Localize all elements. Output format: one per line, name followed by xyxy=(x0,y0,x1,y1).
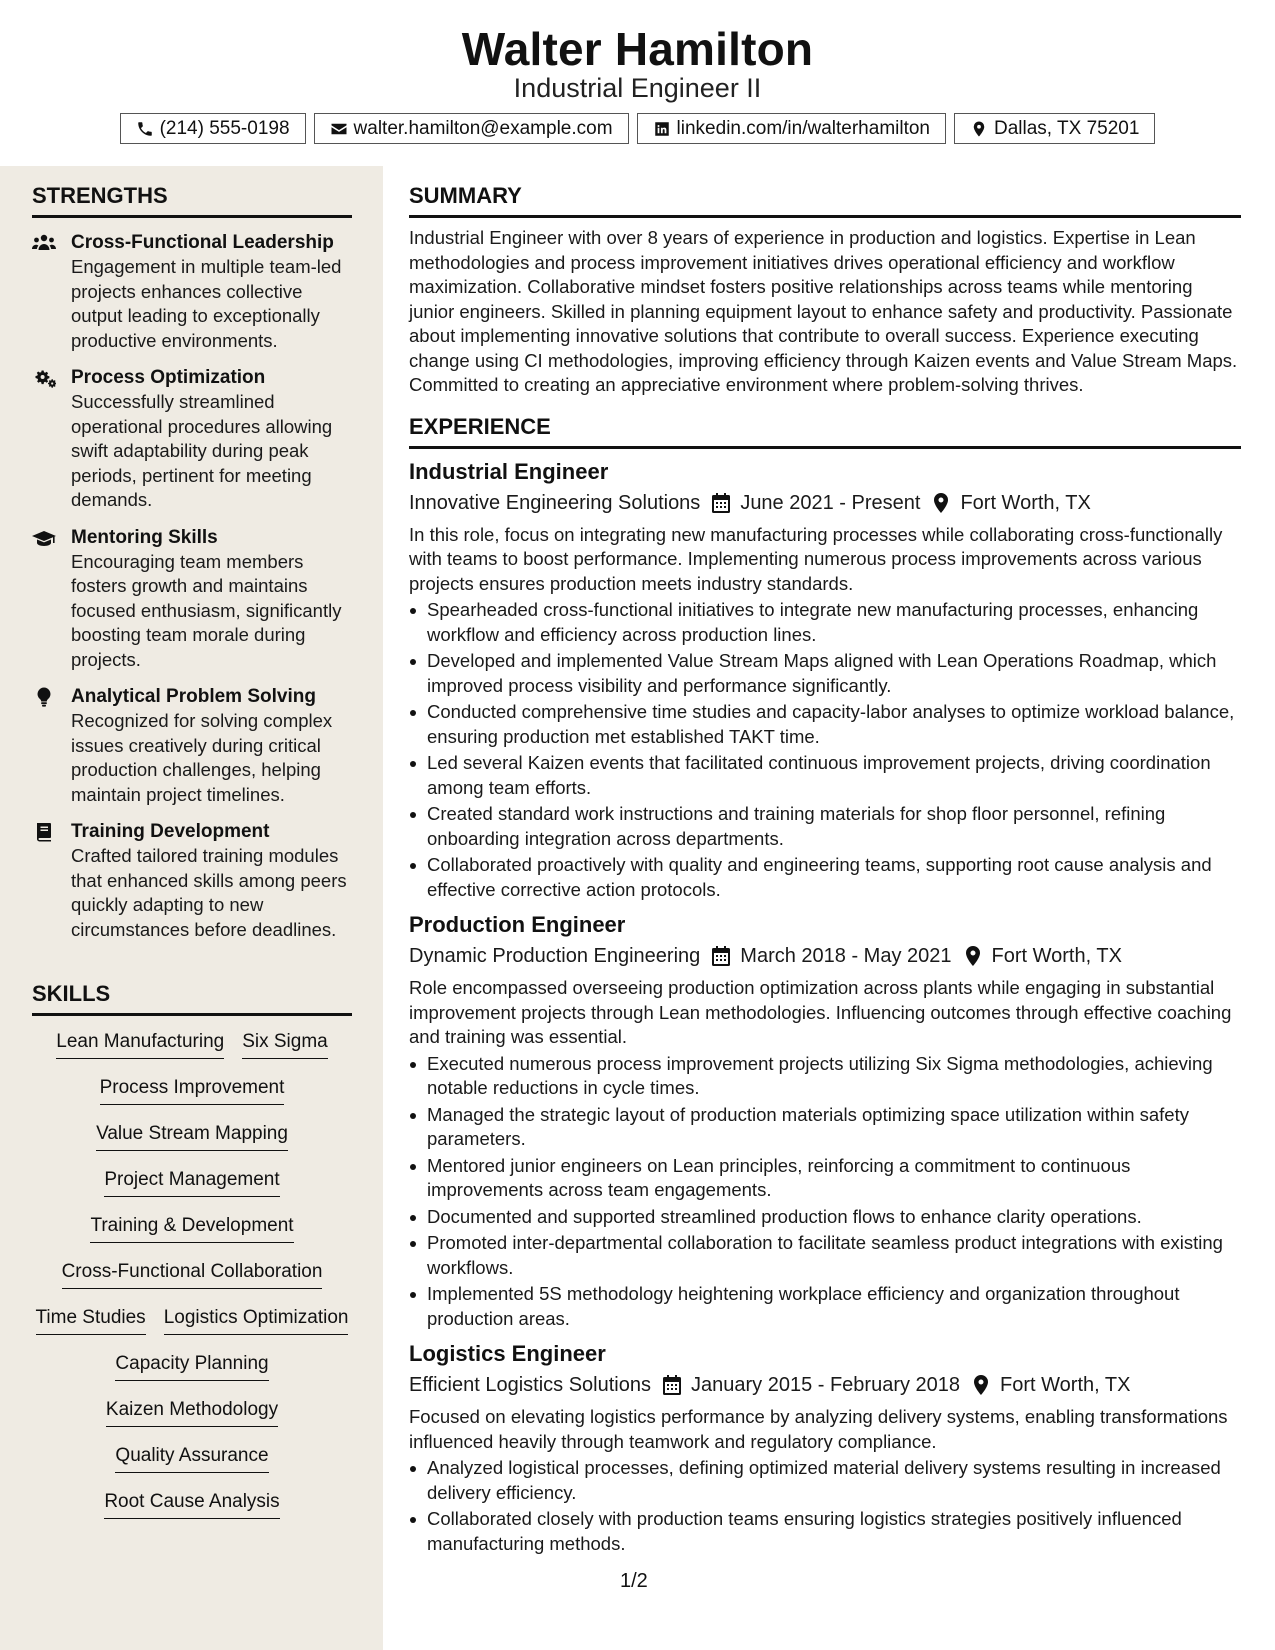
job-bullets xyxy=(409,1456,1241,1556)
book-icon xyxy=(32,822,56,842)
job-location: Fort Worth, TX xyxy=(1000,1374,1131,1396)
strength-title: Process Optimization xyxy=(71,367,266,388)
candidate-role: Industrial Engineer II xyxy=(513,73,762,103)
map-pin-icon xyxy=(964,946,982,966)
job-entry xyxy=(409,457,1241,903)
sidebar xyxy=(0,166,383,1650)
strength-title: Analytical Problem Solving xyxy=(71,686,316,707)
strength-title: Cross-Functional Leadership xyxy=(71,232,334,253)
linkedin-text: linkedin.com/in/walterhamilton xyxy=(676,117,930,139)
calendar-icon xyxy=(712,493,730,513)
candidate-name: Walter Hamilton xyxy=(461,23,814,75)
strength-description: Recognized for solving complex issues creatively during critical production challenges, helping maintain project timelines. xyxy=(71,710,333,805)
email-text: walter.hamilton@example.com xyxy=(353,117,613,139)
skills-section xyxy=(32,981,352,1536)
job-company: Innovative Engineering Solutions xyxy=(409,491,701,514)
strength-item xyxy=(32,526,352,673)
skill-tag: Quality Assurance xyxy=(115,1444,268,1473)
strength-description: Crafted tailored training modules that enhanced skills among peers quickly adapting to new circumstances before deadlines. xyxy=(71,845,347,940)
users-icon xyxy=(32,233,56,253)
job-company: Dynamic Production Engineering xyxy=(409,945,701,967)
skill-tag: Capacity Planning xyxy=(115,1352,268,1381)
summary-heading: SUMMARY xyxy=(409,183,1241,218)
job-entry xyxy=(409,910,1241,1331)
skill-tag: Lean Manufacturing xyxy=(56,1030,224,1059)
strengths-section xyxy=(32,183,352,942)
job-bullets xyxy=(409,598,1241,902)
contact-phone[interactable] xyxy=(120,113,306,144)
job-location: Fort Worth, TX xyxy=(960,491,1091,514)
job-entry xyxy=(409,1339,1241,1556)
skills-heading: SKILLS xyxy=(32,981,352,1016)
job-meta xyxy=(409,1370,1241,1400)
graduation-cap-icon xyxy=(32,528,56,548)
strength-description: Engagement in multiple team-led projects enhances collective output leading to exceptionally productive environments. xyxy=(71,256,342,351)
job-meta xyxy=(409,941,1241,971)
job-dates: March 2018 - May 2021 xyxy=(740,945,952,967)
bullet-item: Led several Kaizen events that facilitated continuous improvement projects, driving coordination among team efforts. xyxy=(409,751,1241,800)
job-title: Industrial Engineer xyxy=(409,458,609,484)
job-dates: January 2015 - February 2018 xyxy=(690,1374,961,1396)
contact-location[interactable] xyxy=(954,113,1155,144)
strength-item xyxy=(32,366,352,513)
summary-text: Industrial Engineer with over 8 years of experience in production and logistics. Expertise in Lean methodologies and process improvement initiatives drives operational efficiency and workflow maximization. Collaborative mindset fosters positive relationships across teams while mentoring junior engineers. Skilled in planning equipment layout to enhance safety and productivity. Passionate about implementing innovative solutions that contribute to overall success. Experience executing change using CI methodologies, improving efficiency through Kaizen events and Value Stream Maps. Committed to creating an appreciative environment where problem-solving thrives. xyxy=(409,227,1238,395)
strength-description: Encouraging team members fosters growth and maintains focused enthusiasm, significantly boosting team morale during projects. xyxy=(71,550,342,670)
location-text: Dallas, TX 75201 xyxy=(994,117,1140,139)
resume-header xyxy=(0,0,1275,165)
skill-tag: Project Management xyxy=(104,1168,279,1197)
bullet-item: Conducted comprehensive time studies and capacity-labor analyses to optimize workload balance, ensuring production met established TAKT time. xyxy=(409,700,1241,749)
strength-item xyxy=(32,685,352,807)
strength-title: Mentoring Skills xyxy=(71,526,218,548)
experience-heading: EXPERIENCE xyxy=(409,414,1241,449)
bullet-item: Collaborated proactively with quality and engineering teams, supporting root cause analysis and effective corrective action protocols. xyxy=(409,853,1241,902)
bullet-item: Created standard work instructions and training materials for shop floor personnel, refining onboarding integration across departments. xyxy=(409,802,1241,851)
skill-tag: Six Sigma xyxy=(242,1030,328,1059)
strengths-heading: STRENGTHS xyxy=(32,183,352,218)
strength-item xyxy=(32,820,352,942)
job-meta xyxy=(409,488,1241,518)
bullet-item: Developed and implemented Value Stream Maps aligned with Lean Operations Roadmap, which improved process visibility and performance significantly. xyxy=(409,649,1241,698)
skill-tag: Root Cause Analysis xyxy=(104,1490,279,1519)
map-pin-icon xyxy=(972,1375,990,1395)
bullet-item: Managed the strategic layout of production materials optimizing space utilization within safety parameters. xyxy=(409,1103,1241,1152)
job-location: Fort Worth, TX xyxy=(991,945,1122,967)
skill-tag: Cross-Functional Collaboration xyxy=(62,1260,323,1289)
bullet-item: Mentored junior engineers on Lean principles, reinforcing a commitment to continuous improvements across team engagements. xyxy=(409,1154,1241,1203)
strength-item xyxy=(32,231,352,353)
job-description: In this role, focus on integrating new manufacturing processes while collaborating cross-functionally with teams to boost performance. Implementing numerous process improvements across various projects ensures production meets industry standards. xyxy=(409,523,1223,594)
contact-bar xyxy=(0,113,1275,144)
skill-tag: Training & Development xyxy=(90,1214,293,1243)
job-description: Role encompassed overseeing production optimization across plants while engaging in substantial improvement projects through Lean methodologies. Influencing outcomes through effective coaching and training was essential. xyxy=(409,977,1232,1047)
job-dates: June 2021 - Present xyxy=(740,491,921,514)
skills-list xyxy=(32,1016,352,1536)
experience-section xyxy=(409,414,1241,1557)
linkedin-icon xyxy=(653,120,671,138)
skill-tag: Kaizen Methodology xyxy=(106,1398,278,1427)
envelope-icon xyxy=(330,120,348,138)
job-description: Focused on elevating logistics performance by analyzing delivery systems, enabling transformations influenced heavily through teamwork and regulatory compliance. xyxy=(409,1406,1228,1452)
gears-icon xyxy=(32,368,56,388)
bullet-item: Collaborated closely with production teams ensuring logistics strategies positively influenced manufacturing methods. xyxy=(409,1507,1241,1556)
bullet-item: Implemented 5S methodology heightening workplace efficiency and organization throughout production areas. xyxy=(409,1282,1241,1331)
bullet-item: Documented and supported streamlined production flows to enhance clarity operations. xyxy=(409,1205,1241,1230)
bullet-item: Spearheaded cross-functional initiatives to integrate new manufacturing processes, enhancing workflow and efficiency across production lines. xyxy=(409,598,1241,647)
skill-tag: Time Studies xyxy=(36,1306,146,1335)
job-company: Efficient Logistics Solutions xyxy=(409,1374,651,1396)
contact-linkedin[interactable] xyxy=(637,113,946,144)
calendar-icon xyxy=(712,946,730,966)
skill-tag: Value Stream Mapping xyxy=(96,1122,288,1151)
contact-email[interactable] xyxy=(314,113,629,144)
strength-title: Training Development xyxy=(71,821,270,842)
phone-icon xyxy=(136,120,154,138)
job-title: Logistics Engineer xyxy=(409,1341,606,1366)
main-content xyxy=(409,166,1241,1558)
bullet-item: Analyzed logistical processes, defining optimized material delivery systems resulting in increased delivery efficiency. xyxy=(409,1456,1241,1505)
map-pin-icon xyxy=(932,493,950,513)
summary-section xyxy=(409,183,1241,398)
job-bullets xyxy=(409,1052,1241,1332)
skill-tag: Logistics Optimization xyxy=(164,1306,349,1335)
skill-tag: Process Improvement xyxy=(100,1076,285,1105)
bullet-item: Executed numerous process improvement projects utilizing Six Sigma methodologies, achieving notable reductions in cycle times. xyxy=(409,1052,1241,1101)
map-pin-icon xyxy=(970,120,988,138)
phone-text: (214) 555-0198 xyxy=(159,117,290,139)
strength-description: Successfully streamlined operational procedures allowing swift adaptability during peak periods, pertinent for meeting demands. xyxy=(71,391,333,510)
page-number: 1/2 xyxy=(620,1570,648,1592)
job-title: Production Engineer xyxy=(409,912,626,937)
calendar-icon xyxy=(663,1375,681,1395)
lightbulb-icon xyxy=(32,687,56,707)
bullet-item: Promoted inter-departmental collaboration to facilitate seamless product integrations with existing workflows. xyxy=(409,1231,1241,1280)
